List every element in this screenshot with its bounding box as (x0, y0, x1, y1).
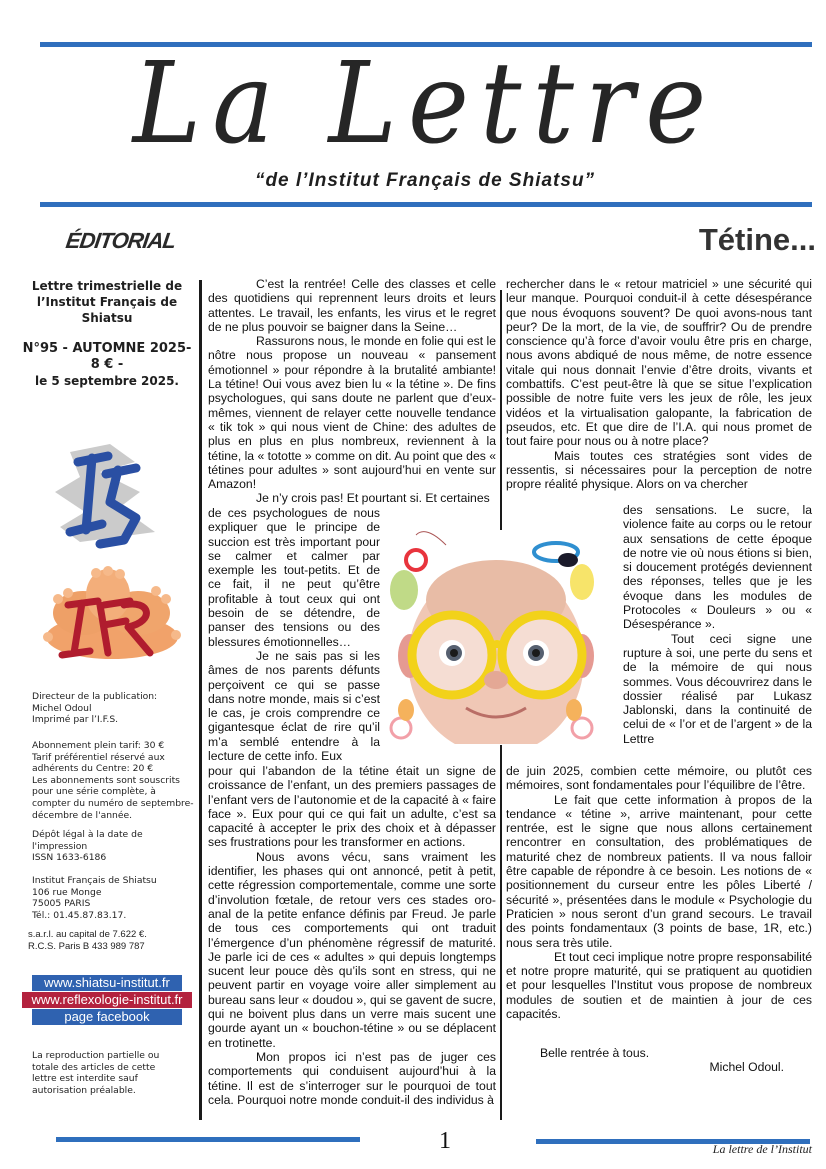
link-shiatsu[interactable]: www.shiatsu-institut.fr (32, 975, 182, 991)
article-column-1-wrap (208, 506, 380, 763)
paragraph: rechercher dans le « retour matriciel » une sécurité qui leur manque. Pourquoi conduit-il à cette désespérance que nous évoquons souvent? De quoi avons-nous tant peur? De la mort, de la vie, de souffrir? Ou de prendre conscience qu’à force d’avoir voulu être pris en charge, nous avons abdiqué de nous même, de notre essence vitale qui nous donnait l’envie d’être droits, vivants et combattifs. C’est peut-être là que se situe l’explication possible de notre fuite vers les jeux de rôle, les jeux vidéos et la virtualisation galopante, la fabrication de pseudos, etc. Et que dire de l’I.A. qui nous promet de tout faire pour nous ou à notre place? (506, 277, 812, 449)
address-line: 75005 PARIS (32, 898, 91, 910)
paragraph: Je ne sais pas si les âmes de nos parents défunts perçoivent ce qui se passe dans notre monde, mais si c’est le cas, je crois comprendre ce gigantesque éclat de rire qu’il m’a semblé entendre à la lecture de cette info. Eux (208, 648, 380, 764)
paragraph: Rassurons nous, le monde en folie qui est le nôtre nous propose un nouveau « pansement émotionnel » pour répondre à la brutalité ambiante! La tétine! Oui vous avez bien lu « la tétine ». De fins psychologues, qui sans doute ne parlent que d’eux-mêmes, viennent de relayer cette nouvelle tendance « tik tok » qui nous vient de Chine: des adultes de plus en plus en plus nombreux, reviennent à la tétine, la « tototte » comme on dit. Au point que des « tétines pour adultes » sont aujourd’hui en vente sur Amazon! (208, 334, 496, 492)
subscription-info (32, 740, 197, 821)
masthead-title: La Lettre (132, 39, 718, 169)
section-tag: ÉDITORIAL (64, 228, 177, 253)
address-line: Institut Français de Shiatsu (32, 875, 157, 886)
article-column-1-top (208, 277, 496, 506)
publication-info (32, 691, 197, 726)
legal-deposit: Dépôt légal à la date de l'impression (32, 829, 143, 852)
address-block (32, 875, 197, 921)
issue-number: N°95 - AUTOMNE 2025- (22, 341, 192, 356)
link-facebook[interactable]: page facebook (32, 1009, 182, 1025)
address-line: 106 rue Monge (32, 886, 102, 898)
ifs-logo-icon (40, 432, 170, 562)
paragraph: Tout ceci signe une rupture à soi, une perte du sens et de la mémoire de qui nous sommes. Vous découvrirez dans le dossier réalisé par Lukasz Jablonski, dans la continuité de celui de « l’or et de l’argent » de la Lettre (623, 631, 812, 746)
baby-with-glasses-photo (386, 530, 598, 744)
printer: Imprimé par l’I.F.S. (32, 714, 119, 726)
article-column-2-wrap (623, 503, 812, 746)
company-info (28, 929, 198, 952)
sidebar-divider (199, 280, 202, 1120)
paragraph: Mais toutes ces stratégies sont vides de ressentis, si nécessaires pour la perception de notre propre réalité physique. Alors on va chercher (506, 448, 812, 492)
masthead-subtitle: “de l’Institut Français de Shiatsu” (254, 170, 596, 191)
web-links (22, 975, 192, 1025)
masthead-bottom-rule (40, 202, 812, 207)
paragraph: Le fait que cette information à propos de la tendance « tétine », arrive maintenant, pour cette rentrée, est le signe que nous allons certainement rencontrer en consultation, des problématiques de maturité chez de nombreux patients. Il va nous falloir être capable de répondre à ce besoin. Les notions de « positionnement du curseur entre les pôles Liberté / sécurité », présentées dans le module « Psychologie du Praticien » nous seront d’un grand secours. Le travail des points fondamentaux (3 points de base, 1R, etc.) nous sera très utile. (506, 792, 812, 950)
issue-price: 8 € - (90, 357, 124, 372)
director-label: Directeur de la publication: (32, 691, 158, 702)
capital: s.a.r.l. au capital de 7.622 €. (28, 929, 147, 940)
phone: Tél.: 01.45.87.83.17. (32, 909, 127, 921)
director-name: Michel Odoul (32, 702, 92, 714)
signature: Michel Odoul. (709, 1060, 784, 1074)
ifr-logo-icon (38, 565, 186, 665)
column-divider-bottom (500, 745, 502, 1120)
paragraph: Je n’y crois pas! Et pourtant si. Et certaines (256, 491, 490, 506)
paragraph: pour qui l’abandon de la tétine était un signe de croissance de l’enfant, un des premiers passages de l’enfant vers de l’autonomie et de la capacité à « faire face ». Eux pour qui ce qui fait un adulte, c’est sa capacité à accepter le prix des choix et à dépasser ses frustrations pour les transformer en actions. (208, 764, 496, 850)
subscription-terms: Les abonnements sont souscrits pour une série complète, à compter du numéro de septembre-décembre de l'année. (32, 774, 194, 821)
footer-rule-left (56, 1137, 360, 1142)
issn: ISSN 1633-6186 (32, 852, 107, 864)
column-divider-top (500, 290, 502, 530)
article-column-2-bottom (506, 764, 812, 1021)
paragraph: de juin 2025, combien cette mémoire, ou plutôt ces mémoires, sont fondamentales pour l’équilibre de l’être. (506, 764, 812, 793)
article-column-1-bottom (208, 764, 496, 1107)
legal-info (32, 829, 197, 864)
article-column-2-top (506, 277, 812, 491)
closing-line: Belle rentrée à tous. (540, 1046, 650, 1060)
subscription-full: Abonnement plein tarif: 30 € (32, 740, 165, 751)
link-reflexologie[interactable]: www.reflexologie-institut.fr (22, 992, 192, 1008)
footer-label: La lettre de l’Institut (712, 1142, 812, 1156)
paragraph: Et tout ceci implique notre propre responsabilité et notre propre maturité, qui se pratiquent au quotidien et pour lesquelles l’Institut vous propose de nombreux modules de soutien et de maintien à jour de ces capacités. (506, 949, 812, 1022)
paragraph: Mon propos ici n’est pas de juger ces comportements qui conduisent aujourd’hui à la tétine. Il est de s’interroger sur le pourquoi de tout cela. Pourquoi notre monde conduit-il des individus à (208, 1049, 496, 1107)
paragraph: Nous avons vécu, sans vraiment les identifier, les phases qui ont annoncé, petit à petit, cette régression comportementale, comme une sorte d’involution fœtale, de retour vers ces stades oro-anal de la petite enfance définis par Freud. Je parle de tous ces comportements qui ont traduit l’émergence d’un phénomène régressif de maturité. Je parle ici de ces « adultes » qui depuis longtemps sucent leur pouce dès qu’ils sont en stress, qui ne peuvent partir en voyage voire aller simplement au bureau sans leur « doudou », qui se gavent de sucre, qui ne boivent plus dans un verre mais sucent une gourde ayant un « bouchon-tétine » ou se déplacent en trotinette. (208, 849, 496, 1050)
paragraph: de ces psychologues de nous expliquer que le principe de succion est très important pour se calmer et calmer par exemple les tout-petits. Et de ce fait, il ne peut qu’être profitable à tout ceux qui ont besoin de se détendre, de panser des tensions ou des blessures émotionnelles… (208, 506, 380, 649)
issue-info (22, 341, 192, 389)
subscription-reduced: Tarif préférentiel réservé aux adhérents du Centre: 20 € (32, 751, 165, 775)
rcs: R.C.S. Paris B 433 989 787 (28, 940, 145, 952)
sidebar-heading: Lettre trimestrielle de l’Institut Français de Shiatsu (31, 279, 183, 325)
paragraph: des sensations. Le sucre, la violence faite au corps ou le retour aux sensations de cette époque de notre vie où nous étions si bien, si doucement protégés deviennent des réponses, telles que je les évoque dans les modules de Protocoles « Douleurs » ou « Désespérance ». (623, 503, 812, 632)
paragraph: C’est la rentrée! Celle des classes et celle des quotidiens qui reprennent leurs droits et leurs attentes. Le travail, les enfants, les virus et le regret de ne plus pouvoir se baigner dans la Seine… (208, 277, 496, 334)
issue-date: le 5 septembre 2025. (35, 374, 179, 388)
copyright-notice: La reproduction partielle ou totale des articles de cette lettre est interdite sauf autorisation préalable. (32, 1050, 160, 1096)
article-title: Tétine... (698, 222, 816, 257)
page-number: 1 (439, 1128, 451, 1154)
